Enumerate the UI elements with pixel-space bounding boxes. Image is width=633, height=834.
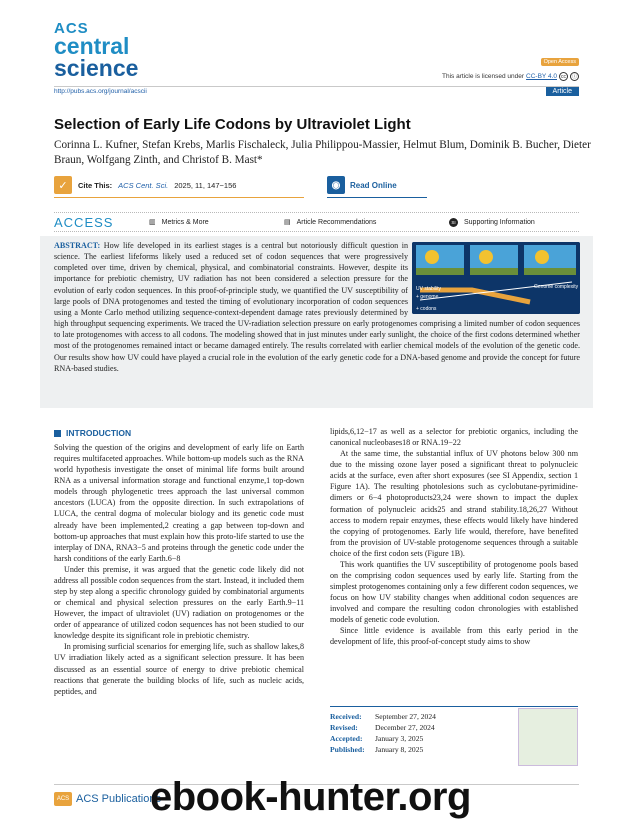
metrics-link[interactable] [149, 218, 284, 226]
cite-underline [54, 197, 304, 198]
by-icon: ⓘ [571, 74, 577, 80]
cite-label: Cite This: [78, 180, 113, 190]
intro-paragraph-r2: At the same time, the substantial influx of UV photons below 300 nm due to the missing ozone layer posed a significant threat to polynucleic acids at the surface, even after short exposures (see SI Appendix, section 1 Figure 1A). The resulting photolesions such as cyclobutane-pyrimidine-dimers or 6−4 photoproducts23,24 were shown to impact the duplex formation of polynucleic acids25 and strand stability.18,26,27 Without access to modern repair enzymes, these effects would likely have hindered the copying of protogenomes. Early life would, therefore, have benefited from the provision of UV-stable protogenome sequences through a suitable choice of the first codon sets (Figure 1B). [330, 449, 578, 558]
revised-key: Revised: [330, 723, 358, 732]
license-prefix: This article is licensed under [442, 73, 525, 80]
intro-paragraph-r3: This work quantifies the UV susceptibility of protogenome pools based on the comprising codon sequences used by early life. Starting from the simplest protogenomes containing only a few different codon sequences, we focus on how UV stability changes when additional codon sequences are involved and compare the resulting codon chronologies with established models of genetic code evolution. [330, 559, 578, 625]
watermark: ebook-hunter.org [150, 775, 471, 819]
check-icon: ✓ [54, 176, 72, 194]
accepted-value: January 3, 2025 [375, 734, 424, 743]
logo-line3: science [54, 55, 139, 82]
cite-details: 2025, 11, 147−156 [174, 180, 237, 190]
access-bar [54, 212, 579, 232]
intro-paragraph-1: Solving the question of the origins and development of early life on Earth requires multifaceted approaches. While bottom-up models such as the RNA world hypothesis investigate the onset of minimal life forms built around RNA as a universal information storage and functional enzyme,1 top-down models through phylogenetic trees approach the last universal common ancestors (LUCA) from the opposite direction. In such extrapolations of LUCA, the central dogma of molecular biology and its genetic code must already have been implemented,2 creating a gap between top-down and bottom-up approaches that must explain how this proto-life started to use the interplay of DNA, RNA3−5 and proteins through the genetic code under the harsh conditions of the early Earth.6−8 [54, 443, 304, 563]
toc-label-complexity: Genome complexity [534, 284, 579, 290]
document-icon: ▤ [284, 219, 291, 226]
read-online-label: Read Online [350, 180, 397, 190]
cite-this[interactable] [54, 176, 236, 194]
open-access-badge: Open Access [541, 58, 579, 66]
abstract-lead: ABSTRACT: [54, 241, 101, 250]
supporting-info-link[interactable] [449, 218, 535, 227]
author-list: Corinna L. Kufner, Stefan Krebs, Marlis Fischaleck, Julia Philippou-Massier, Helmut Blum, Dominik B. Bucher, Dieter Braun, Wolfgang Zinth, and Christof B. Mast* [54, 139, 591, 166]
cover-thumbnail[interactable] [518, 708, 578, 766]
received-key: Received: [330, 712, 362, 721]
metrics-label: Metrics & More [161, 218, 209, 226]
article-type-tag: Article [546, 87, 579, 96]
accepted-key: Accepted: [330, 734, 363, 743]
globe-icon: ◉ [327, 176, 345, 194]
bar-chart-icon: ▥ [149, 219, 156, 226]
si-icon: SI [449, 218, 458, 227]
left-column [54, 426, 304, 697]
license-note [442, 72, 579, 81]
journal-logo[interactable] [54, 22, 138, 80]
right-column [330, 426, 578, 648]
cite-ref: ACS Cent. Sci. [118, 180, 169, 190]
intro-paragraph-r1: lipids,6,12−17 as well as a selector for prebiotic organics, including the canonical nucleobases18 or RNA.19−22 [330, 427, 578, 448]
abstract [54, 240, 580, 374]
received-value: September 27, 2024 [375, 712, 436, 721]
header-divider [54, 86, 579, 87]
intro-paragraph-3: In promising surficial scenarios for emerging life, such as shallow lakes,8 UV irradiation likely acted as a significant selection pressure. It has been discussed as an essential source of energy to drive prebiotic chemical reactions that generate the building blocks of life, such as nucleic acids, peptides, and [54, 642, 304, 696]
logo-line1: ACS [54, 20, 89, 37]
read-online-button[interactable] [327, 176, 397, 194]
support-label: Supporting Information [464, 218, 535, 226]
access-label: ACCESS [54, 214, 114, 230]
publisher-name: ACS Publications [76, 793, 161, 805]
read-underline [327, 197, 427, 198]
toc-label-uv: UV stability [416, 286, 442, 292]
intro-paragraph-2: Under this premise, it was argued that the genetic code likely did not address all possible codon sequences from the start. Instead, it included them step by step along a specific chronology guided by combinatorial arguments or chemical and physical selection pressures on the early Earth.9−11 However, the impact of ultraviolet (UV) radiation on protogenomes or the order of appearance of utilized codon sequences has not been studied to our knowledge despite its significant role in prebiotic chemistry. [54, 564, 304, 641]
section-heading-introduction [54, 428, 304, 438]
published-key: Published: [330, 745, 365, 754]
acs-icon: ACS [54, 792, 72, 806]
toc-float-spacer [408, 240, 580, 314]
recommendations-label: Article Recommendations [296, 218, 377, 226]
intro-paragraph-r4: Since little evidence is available from this early period in the development of life, this proof-of-concept study aims to show [330, 626, 578, 647]
cc-icon: cc [561, 73, 566, 80]
recommendations-link[interactable] [284, 218, 449, 226]
published-value: January 8, 2025 [375, 745, 424, 754]
acs-publications-logo[interactable] [54, 792, 161, 806]
article-title: Selection of Early Life Codons by Ultraviolet Light [54, 116, 411, 133]
logo-line2: central [54, 33, 130, 60]
revised-value: December 27, 2024 [375, 723, 435, 732]
section-square-icon [54, 430, 61, 437]
toc-label-genome: + genome [416, 294, 439, 300]
license-link[interactable]: CC-BY 4.0 [526, 73, 557, 80]
journal-url[interactable]: http://pubs.acs.org/journal/acscii [54, 88, 147, 95]
abstract-text: How life developed in its earliest stages is a central but notoriously difficult question in science. The earliest lifeforms likely used a reduced set of codon sequences that were progressively completed over time, driven by chemical, physical, and combinatorial constraints. However, despite its importance for prebiotic chemistry, UV radiation has not been considered a selection pressure for the evolution of early codon sequences. In this proof-of-principle study, we quantified the UV susceptibility of large pools of DNA protogenomes and tested the timing of evolutionary incorporation of codon sequences using a Monte Carlo method utilizing sequence-context-dependent damage rates previously determined by high throughput sequencing experiments. We traced the UV-radiation selection pressure on early protogenomes comprising a limited number of codon sequences to late protogenomes with access to all codons. The modeling showed that in just minutes under early sunlight, the choice of the first codons determined whether most of the protogenomes remained intact or became damaged entirely. The results correlated with earlier chemical models of the evolution of the genetic code. Our results show how UV could have played a crucial role in the evolution of the early genetic code for a DNA-based genome and provide the concept for future RNA-based studies. [54, 241, 580, 373]
introduction-heading-text: INTRODUCTION [66, 428, 132, 438]
toc-label-codons: + codons [416, 306, 437, 312]
